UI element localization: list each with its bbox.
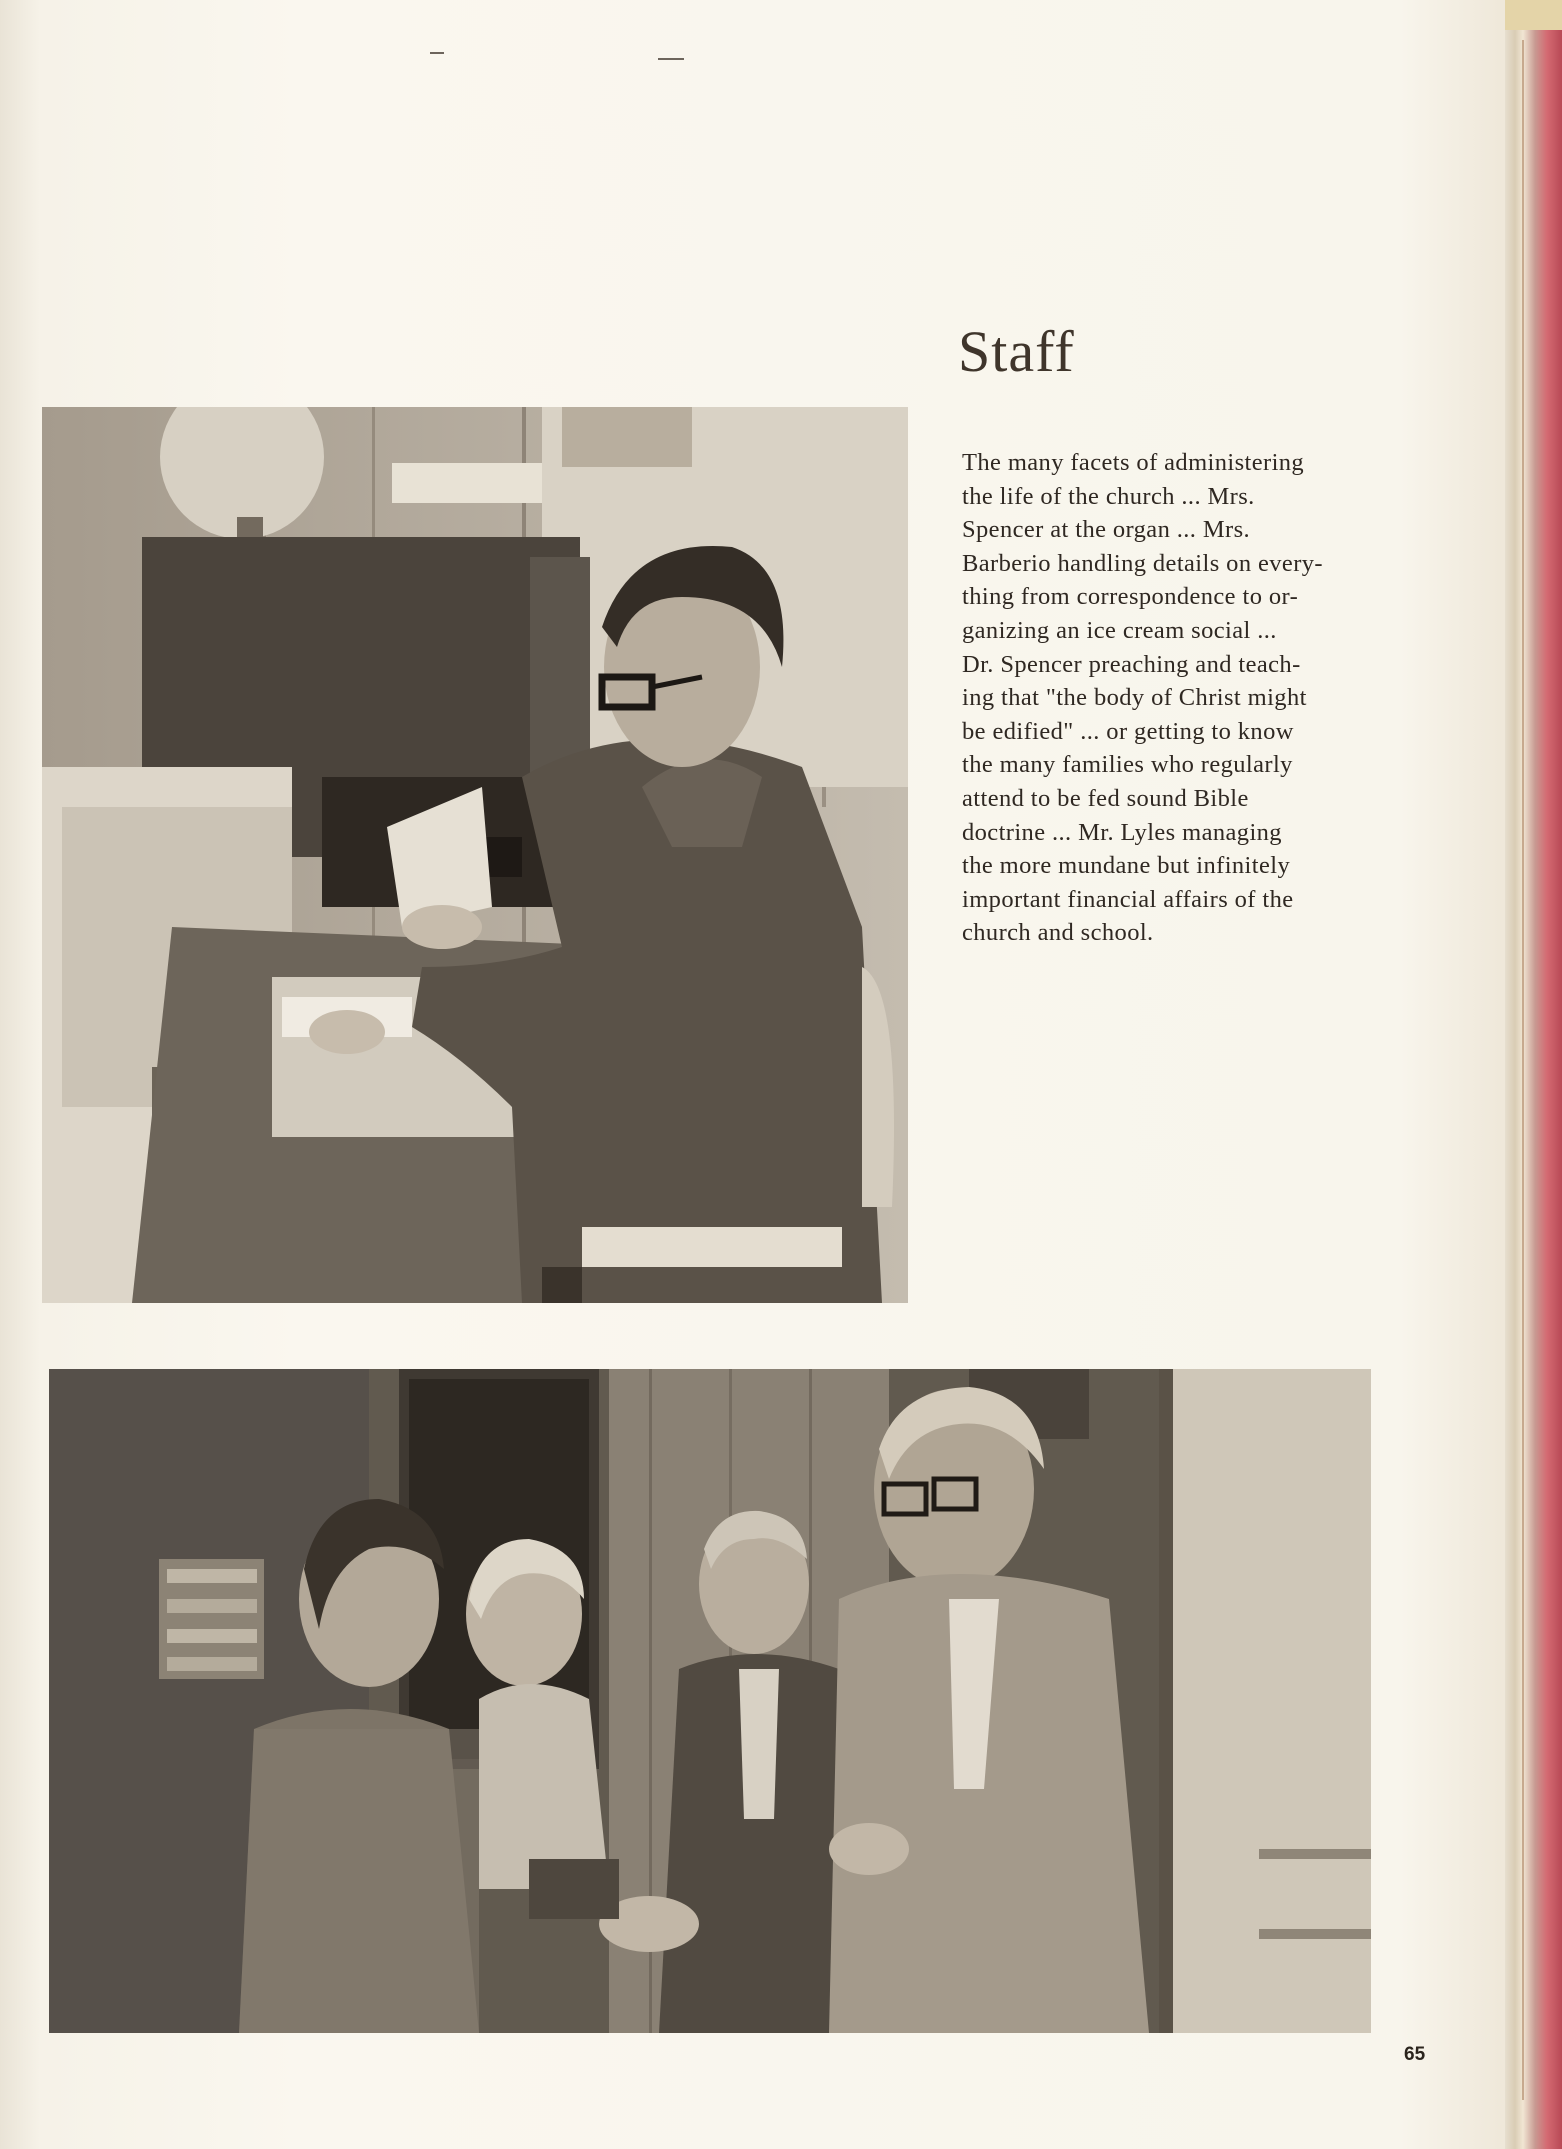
caption-line: Spencer at the organ ... Mrs. [962,516,1251,544]
caption-line: important financial affairs of the [962,885,1294,913]
caption-line: Barberio handling details on every- [962,549,1323,577]
caption-text [962,446,1382,950]
caption-line: the more mundane but infinitely [962,852,1291,880]
caption-line: the many families who regularly [962,751,1293,779]
page-gutter-line [1522,40,1524,2100]
page-title: Staff [958,319,1075,384]
book-edge-top [1505,0,1562,30]
caption-line: attend to be fed sound Bible [962,784,1249,812]
scan-mark [658,58,684,60]
caption-line: The many facets of administering [962,449,1305,476]
scan-mark [430,52,444,54]
caption-line: Dr. Spencer preaching and teach- [962,650,1301,678]
caption-line: ganizing an ice cream social ... [962,616,1277,644]
caption-line: church and school. [962,919,1154,947]
caption-line: ing that "the body of Christ might [962,684,1307,712]
book-edge [1505,0,1562,2149]
photo-man-at-desk [42,407,908,1303]
page-number: 65 [1404,2044,1426,2065]
caption-line: the life of the church ... Mrs. [962,482,1255,510]
caption-line: doctrine ... Mr. Lyles managing [962,818,1282,846]
photo-greeting-group [49,1369,1371,2033]
caption-line: thing from correspondence to or- [962,583,1299,611]
caption-line: be edified" ... or getting to know [962,717,1294,745]
